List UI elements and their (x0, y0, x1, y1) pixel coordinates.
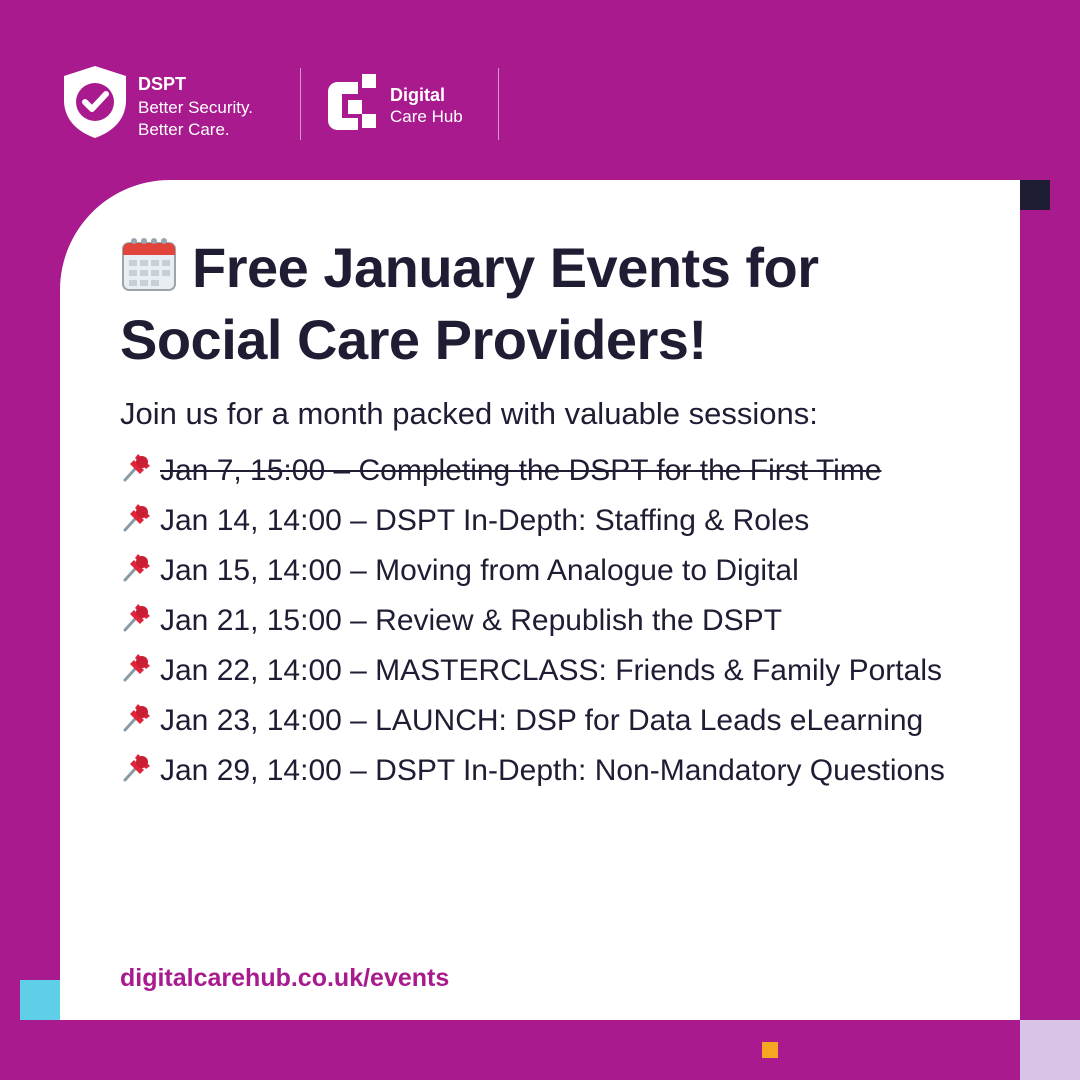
header (0, 0, 1080, 170)
event-list (120, 446, 980, 796)
decor-square (1020, 180, 1050, 210)
event-text: Jan 23, 14:00 – LAUNCH: DSP for Data Leads eLearning (160, 704, 924, 737)
pushpin-icon (120, 500, 154, 534)
pushpin-icon (120, 700, 154, 734)
event-item (120, 646, 980, 696)
decor-square (20, 980, 60, 1020)
event-item (120, 546, 980, 596)
shield-check-icon (60, 64, 130, 140)
dspt-tagline-1: Better Security. (138, 98, 253, 117)
pushpin-icon (120, 600, 154, 634)
dch-subtitle: Care Hub (390, 107, 463, 126)
event-text: Jan 29, 14:00 – DSPT In-Depth: Non-Mandatory Questions (160, 754, 945, 787)
divider (300, 68, 301, 140)
intro-text: Join us for a month packed with valuable sessions: (120, 396, 818, 431)
pushpin-icon (120, 450, 154, 484)
event-text: Jan 14, 14:00 – DSPT In-Depth: Staffing & Roles (160, 504, 810, 537)
event-item (120, 496, 980, 546)
event-item (120, 596, 980, 646)
event-text: Jan 7, 15:00 – Completing the DSPT for the First Time (160, 454, 882, 487)
pushpin-icon (120, 650, 154, 684)
calendar-icon (120, 235, 178, 293)
event-item (120, 446, 980, 496)
dspt-tagline-2: Better Care. (138, 120, 230, 139)
pushpin-icon (120, 750, 154, 784)
event-item (120, 696, 980, 746)
pushpin-icon (120, 550, 154, 584)
events-link[interactable]: digitalcarehub.co.uk/events (120, 964, 450, 992)
dspt-title: DSPT (138, 74, 187, 94)
event-text: Jan 21, 15:00 – Review & Republish the DSPT (160, 604, 783, 637)
digital-care-hub-logo (328, 74, 376, 136)
divider (498, 68, 499, 140)
event-text: Jan 15, 14:00 – Moving from Analogue to Digital (160, 554, 799, 587)
event-item (120, 746, 980, 796)
dch-title: Digital (390, 85, 446, 105)
title-line-2: Social Care Providers! (120, 308, 707, 371)
page-title (120, 232, 1000, 376)
decor-square (762, 1042, 778, 1058)
title-line-1: Free January Events for (192, 236, 819, 299)
dspt-brand (138, 73, 253, 141)
dch-brand (390, 84, 463, 128)
event-text: Jan 22, 14:00 – MASTERCLASS: Friends & Family Portals (160, 654, 942, 687)
decor-square (1020, 1020, 1080, 1080)
